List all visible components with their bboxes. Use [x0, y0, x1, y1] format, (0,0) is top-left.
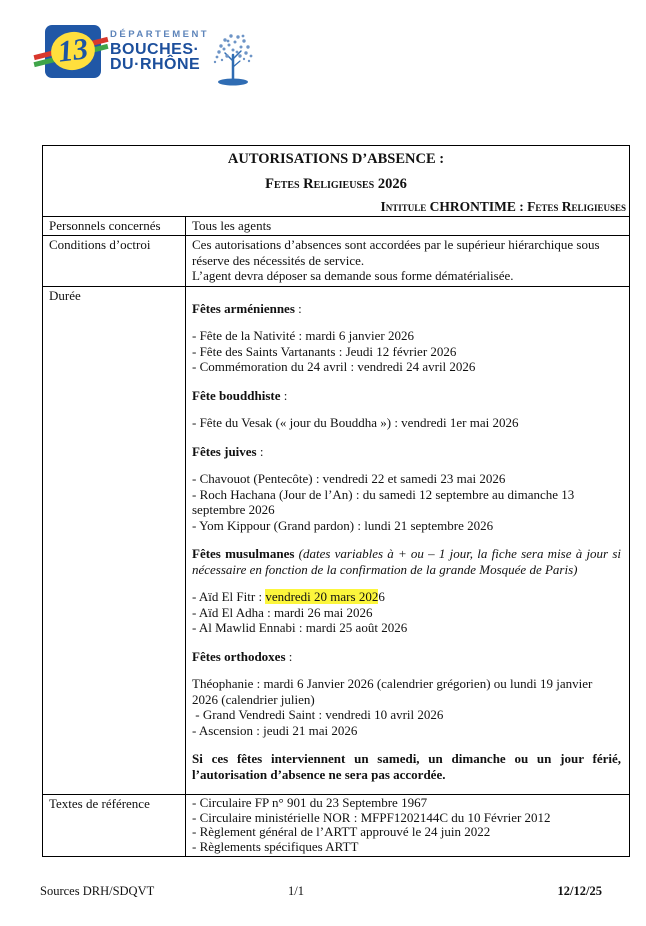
fete-section-heading: Fêtes juives : — [192, 443, 264, 459]
fete-date-line: - Fête du Vesak (« jour du Bouddha ») : vendredi 1er mai 2026 — [192, 415, 519, 430]
fete-date-line: - Al Mawlid Ennabi : mardi 25 août 2026 — [192, 620, 408, 635]
row-conditions — [43, 236, 629, 287]
chrontime-title: Intitule CHRONTIME : Fetes Religieuses — [380, 199, 626, 214]
textes-list — [186, 795, 629, 856]
logo-name-line1: BOUCHES· — [110, 41, 200, 58]
duree-label: Durée — [43, 287, 186, 795]
footer-source: Sources DRH/SDQVT — [40, 884, 155, 898]
conditions-label: Conditions d’octroi — [43, 236, 186, 286]
logo-name-line2: DU·RHÔNE — [110, 56, 201, 73]
reference-line: - Règlement général de l’ARTT approuvé le 24 juin 2022 — [192, 824, 491, 839]
fete-section-heading: Fêtes musulmanes (dates variables à + ou – 1 jour, la fiche sera mise à jour si nécessaire en fonction de la confirmation de la grande Mosquée de Paris) — [192, 546, 621, 577]
footer-date: 12/12/25 — [557, 884, 602, 898]
fete-date-line: Théophanie : mardi 6 Janvier 2026 (calendrier grégorien) ou lundi 19 janvier 2026 (calendrier julien) — [192, 676, 596, 707]
reference-line: - Circulaire ministérielle NOR : MFPF1202144C du 10 Février 2012 — [192, 809, 551, 825]
department-logo — [45, 25, 255, 89]
logo-number: 13 — [56, 32, 90, 69]
conditions-value — [186, 236, 629, 286]
fete-date-line: - Aïd El Adha : mardi 26 mai 2026 — [192, 604, 373, 620]
table-header — [43, 146, 629, 217]
row-personnels — [43, 217, 629, 237]
duree-sections — [192, 301, 621, 739]
fete-date-line: - Roch Hachana (Jour de l’An) : du samedi 12 septembre au dimanche 13 septembre 2026 — [192, 486, 578, 517]
row-duree — [43, 287, 629, 796]
document-title: AUTORISATIONS D’ABSENCE : — [227, 151, 445, 167]
weekend-restriction-note: Si ces fêtes interviennent un samedi, un dimanche ou un jour férié, l’autorisation d’absence ne sera pas accordée. — [192, 751, 621, 782]
logo-oval — [48, 29, 97, 73]
logo-13-badge — [45, 25, 101, 78]
fete-date-line: - Ascension : jeudi 21 mai 2026 — [192, 722, 358, 738]
tree-icon — [213, 31, 255, 89]
duree-value — [186, 287, 629, 795]
personnels-label: Personnels concernés — [43, 217, 186, 236]
fete-section-heading: Fête bouddhiste : — [192, 387, 288, 403]
fete-section-heading: Fêtes arméniennes : — [192, 300, 302, 316]
reference-line: - Circulaire FP n° 901 du 23 Septembre 1967 — [192, 795, 428, 810]
fete-date-line: - Commémoration du 24 avril : vendredi 24 avril 2026 — [192, 359, 476, 374]
fete-section-heading: Fêtes orthodoxes : — [192, 648, 293, 664]
fete-date-line: - Grand Vendredi Saint : vendredi 10 avril 2026 — [192, 707, 444, 722]
conditions-line: L’agent devra déposer sa demande sous forme dématérialisée. — [192, 268, 514, 283]
fete-date-line: - Fête des Saints Vartanants : Jeudi 12 février 2026 — [192, 343, 457, 359]
personnels-value: Tous les agents — [192, 217, 272, 233]
fete-date-line: - Chavouot (Pentecôte) : vendredi 22 et samedi 23 mai 2026 — [192, 471, 506, 486]
footer-page-number: 1/1 — [288, 884, 304, 898]
info-table — [42, 145, 630, 857]
fete-date-line: - Aïd El Fitr : vendredi 20 mars 2026 — [192, 589, 385, 604]
row-textes — [43, 795, 629, 856]
reference-line: - Règlements spécifiques ARTT — [192, 838, 359, 854]
textes-label: Textes de référence — [43, 795, 186, 856]
conditions-line: Ces autorisations d’absences sont accordées par le supérieur hiérarchique sous réserve des nécessités de service. — [192, 237, 600, 268]
highlighted-date: vendredi 20 mars 202 — [265, 589, 379, 604]
logo-departement-label: DÉPARTEMENT — [110, 29, 210, 40]
fete-date-line: - Fête de la Nativité : mardi 6 janvier 2026 — [192, 328, 415, 343]
document-subtitle: Fetes Religieuses 2026 — [265, 175, 407, 192]
fete-date-line: - Yom Kippour (Grand pardon) : lundi 21 septembre 2026 — [192, 517, 494, 533]
logo-wordmark — [110, 25, 209, 72]
